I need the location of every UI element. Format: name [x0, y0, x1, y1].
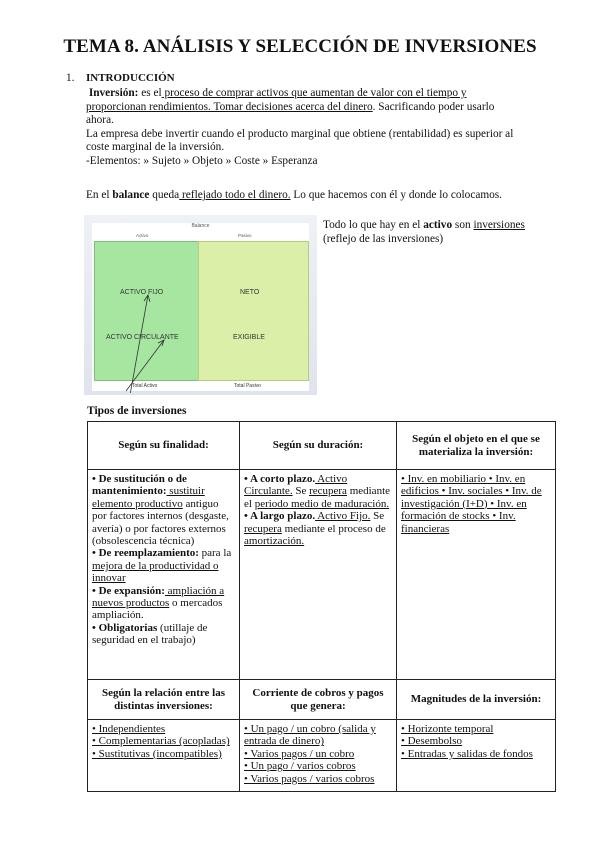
balance-underlined: reflejado todo el dinero. — [179, 189, 291, 201]
intro-underlined: proceso de comprar activos que aumentan de valor con el tiempo y — [161, 87, 467, 99]
header-relacion: Según la relación entre las distintas inversiones: — [88, 680, 240, 720]
activo-fijo-label: ACTIVO FIJO — [120, 289, 164, 296]
item-text: antiguo por factores internos (desgaste, avería) o por factores externos (obsolescencia técnica) — [92, 497, 229, 548]
balance-text: En el — [86, 189, 113, 201]
intro-paragraph — [86, 87, 556, 169]
cell-duracion — [240, 470, 397, 680]
neto-label: NETO — [240, 289, 260, 296]
note-text: (reflejo de las inversiones) — [323, 232, 444, 245]
intro-underlined: proporcionan rendimientos. Tomar decisiones acerca del dinero — [86, 100, 373, 113]
item-text: Activo Fijo. — [315, 510, 371, 523]
list-item: • Varios pagos / un cobro — [244, 747, 355, 760]
item-corto-plazo: • A corto plazo. — [244, 473, 316, 485]
item-text: Se — [292, 485, 310, 498]
section-heading: INTRODUCCIÓN — [86, 72, 175, 84]
intro-text: ahora. — [86, 114, 114, 127]
list-item: • Desembolso — [401, 735, 462, 748]
list-item: • Un pago / varios cobros — [244, 760, 356, 773]
item-text: periodo medio de maduración. — [254, 497, 390, 510]
table-row — [88, 422, 556, 470]
header-magnitudes: Magnitudes de la inversión: — [397, 680, 556, 720]
item-text: (utillaje de seguridad en el trabajo) — [92, 621, 208, 647]
balance-text: queda — [149, 189, 180, 201]
intro-text: coste marginal de la inversión. — [86, 141, 225, 154]
item-text: recupera — [244, 522, 282, 535]
intro-text: La empresa debe invertir cuando el producto marginal que obtiene (rentabilidad) es superior al — [86, 127, 514, 140]
item-text: Se — [370, 510, 385, 523]
list-item: • Varios pagos / varios cobros — [244, 772, 375, 785]
item-text: para la — [198, 547, 232, 560]
cell-finalidad — [88, 470, 240, 680]
table-row — [88, 720, 556, 792]
exigible-label: EXIGIBLE — [233, 334, 265, 341]
item-text: mediante el proceso de — [281, 522, 386, 535]
balance-header: Balance — [191, 223, 210, 229]
cell-objeto — [397, 470, 556, 680]
section-number: 1. — [66, 72, 75, 84]
note-text: Todo lo que hay en el — [323, 219, 424, 231]
item-obligatorias: • Obligatorias — [92, 621, 158, 634]
inversion-label: Inversión: — [88, 87, 139, 99]
list-item: • Entradas y salidas de fondos — [401, 747, 533, 760]
item-text: amortización. — [244, 535, 305, 548]
item-expansion: • De expansión: — [92, 584, 165, 597]
header-objeto: Según el objeto en el que se materializa la inversión: — [397, 422, 556, 470]
note-underlined: inversiones — [473, 219, 525, 231]
cell-relacion — [88, 720, 240, 792]
item-largo-plazo: • A largo plazo. — [244, 510, 316, 523]
table-row — [88, 680, 556, 720]
header-duracion: Según su duración: — [240, 422, 397, 470]
arrows-annotation — [92, 223, 309, 393]
balance-text: Lo que hacemos con él y donde lo colocamos. — [290, 189, 503, 201]
cell-magnitudes — [397, 720, 556, 792]
item-text: recupera — [309, 485, 347, 498]
item-text: o mercados ampliación. — [92, 597, 223, 622]
item-reemplazamiento: • De reemplazamiento: — [92, 547, 199, 560]
item-text: sustituir elemento productivo — [92, 485, 205, 510]
header-finalidad: Según su finalidad: — [88, 422, 240, 470]
list-item: • Complementarias (acopladas) — [92, 735, 230, 748]
item-sustitucion: • De sustitución o de mantenimiento: — [92, 473, 187, 498]
item-text: mejora de la productividad o innovar — [92, 559, 219, 585]
list-item: • Sustitutivas (incompatibles) — [92, 747, 222, 760]
total-pasivo-label: Total Pasivo — [234, 383, 261, 389]
activo-note — [323, 219, 553, 246]
activo-col-header: Activo — [136, 233, 149, 238]
table-row — [88, 470, 556, 680]
list-item: • Independientes — [92, 723, 166, 735]
page-title: TEMA 8. ANÁLISIS Y SELECCIÓN DE INVERSIONES — [63, 36, 537, 57]
intro-text: es el — [138, 87, 162, 99]
balance-bold: balance — [112, 189, 150, 201]
item-text: Activo Circulante. — [244, 473, 348, 498]
elementos-line: -Elementos: » Sujeto » Objeto » Coste » Esperanza — [86, 154, 318, 167]
pasivo-col-header: Pasivo — [238, 233, 252, 238]
balance-line — [86, 189, 556, 203]
balance-diagram-image — [84, 215, 317, 395]
cell-corriente — [240, 720, 397, 792]
note-bold: activo — [423, 219, 453, 231]
item-text: mediante el — [244, 485, 391, 510]
total-activo-label: Total Activo — [132, 383, 158, 389]
item-text: ampliación a nuevos productos — [92, 584, 225, 610]
item-text: • Inv. en mobiliario • Inv. en edificios • Inv. sociales • Inv. de investigación (I+D) • Inv. en formación de stocks • Inv. financieras — [401, 473, 542, 535]
intro-text: . Sacrificando poder usarlo — [372, 100, 495, 113]
tipos-inversiones-table — [87, 421, 556, 792]
header-corriente: Corriente de cobros y pagos que genera: — [240, 680, 397, 720]
list-item: • Horizonte temporal — [401, 723, 494, 735]
activo-circulante-label: ACTIVO CIRCULANTE — [106, 334, 179, 341]
note-text: son — [452, 219, 474, 231]
tipos-title: Tipos de inversiones — [87, 405, 187, 417]
list-item: • Un pago / un cobro (salida y entrada de dinero) — [244, 723, 376, 748]
